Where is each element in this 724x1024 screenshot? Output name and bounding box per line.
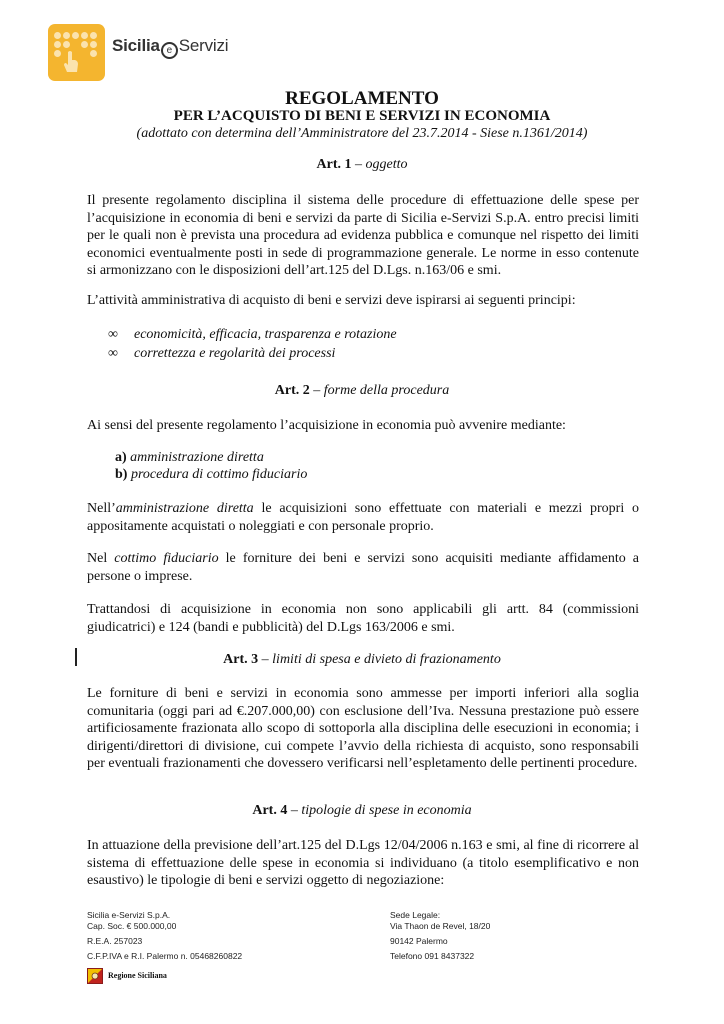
infinity-bullet-icon: ∞ [108, 327, 118, 342]
article-2-paragraph-2 [87, 500, 639, 535]
article-4-paragraph-1: In attuazione della previsione dell’art.125 del D.Lgs 12/04/2006 n.163 e smi, al fine di ricorrere al sistema di effettuazione delle spese in economia si individuano (a titolo esemplificativo e non esaustivo) le tipologie di beni e servizi oggetto di negoziazione: [87, 838, 639, 889]
region-label: Regione Siciliana [108, 971, 167, 980]
heading-dash: – [309, 383, 324, 398]
brand-name: Sicilia [112, 36, 160, 55]
footer-phone: Telefono 091 8437322 [390, 951, 475, 961]
logo-dot [54, 32, 61, 39]
text-emphasis: cottimo fiduciario [114, 551, 219, 566]
article-number: Art. 3 [223, 652, 259, 667]
footer-vat: C.F.P.IVA e R.I. Palermo n. 05468260822 [87, 951, 243, 961]
procedure-item [115, 467, 307, 483]
text-run: le forniture dei beni e servizi sono acquisiti mediante affidamento a persone o imprese. [87, 551, 639, 584]
logo-dot [63, 41, 70, 48]
footer-city: 90142 Palermo [390, 936, 448, 946]
logo-dot [81, 41, 88, 48]
article-2-heading [0, 383, 724, 399]
item-text: procedura di cottimo fiduciario [130, 467, 308, 482]
footer-rea: R.E.A. 257023 [87, 936, 143, 946]
principle-bullet [108, 346, 335, 362]
logo-dot [90, 32, 97, 39]
procedure-item [115, 450, 264, 466]
brand-suffix: Servizi [178, 36, 229, 55]
at-symbol-icon: e [161, 42, 178, 59]
principle-bullet [108, 327, 397, 343]
logo-dot [81, 32, 88, 39]
footer-legal-seat-label: Sede Legale: [390, 910, 441, 920]
footer-share-capital: Cap. Soc. € 500.000,00 [87, 921, 177, 931]
text-run: Nell’ [87, 501, 116, 516]
logo-dot [63, 32, 70, 39]
article-title: tipologie di spese in economia [301, 803, 472, 818]
text-run: le acquisizioni sono effettuate con materiali e mezzi propri o appositamente acquistati o noleggiati e con personale proprio. [87, 501, 639, 534]
article-title: forme della procedura [323, 383, 450, 398]
brand-wordmark [112, 36, 228, 59]
article-1-paragraph-2: L’attività amministrativa di acquisto di beni e servizi deve ispirarsi ai seguenti principi: [87, 293, 576, 308]
item-letter: a) [115, 450, 127, 465]
article-1-heading [0, 157, 724, 173]
article-2-paragraph-4: Trattandosi di acquisizione in economia non sono applicabili gli artt. 84 (commissioni giudicatrici) e 124 (bandi e pubblicità) del D.Lgs 163/2006 e smi. [87, 602, 639, 635]
logo-dot [90, 50, 97, 57]
heading-dash: – [287, 803, 302, 818]
document-subtitle: PER L’ACQUISTO DI BENI E SERVIZI IN ECONOMIA [173, 108, 551, 124]
article-3-heading [0, 652, 724, 668]
item-text: amministrazione diretta [130, 450, 264, 465]
heading-dash: – [351, 157, 366, 172]
footer-address: Via Thaon de Revel, 18/20 [390, 921, 491, 931]
article-2-paragraph-3 [87, 550, 639, 585]
principle-text: correttezza e regolarità dei processi [134, 346, 336, 361]
article-title: limiti di spesa e divieto di frazionamento [272, 652, 501, 667]
touch-hand-icon [62, 50, 80, 74]
regione-siciliana-emblem-icon [87, 968, 103, 984]
logo-dot [72, 32, 79, 39]
article-3-paragraph-1: Le forniture di beni e servizi in economia sono ammesse per importi inferiori alla soglia comunitaria (oggi pari ad €.207.000,00) con esclusione dell’Iva. Nessuna prestazione può essere artificiosamente frazionata allo scopo di sottoporla alla disciplina delle esecuzioni in economia; i dirigenti/direttori di divisione, cui compete l’avvio della richiesta di acquisto, sono responsabili per eventuali frazionamenti che dovessero verificarsi nell’espletamento delle pertinenti procedure. [87, 686, 639, 772]
footer-company-name: Sicilia e-Servizi S.p.A. [87, 910, 171, 920]
article-2-paragraph-1: Ai sensi del presente regolamento l’acquisizione in economia può avvenire mediante: [87, 418, 566, 433]
company-logo [48, 24, 105, 81]
article-number: Art. 1 [316, 157, 352, 172]
article-number: Art. 2 [274, 383, 310, 398]
article-number: Art. 4 [252, 803, 288, 818]
logo-dot [54, 50, 61, 57]
text-run: Nel [87, 551, 115, 566]
article-title: oggetto [365, 157, 408, 172]
text-emphasis: amministrazione diretta [115, 501, 254, 516]
infinity-bullet-icon: ∞ [108, 346, 118, 361]
article-1-paragraph-1: Il presente regolamento disciplina il sistema delle procedure di effettuazione delle spese per l’acquisizione in economia di beni e servizi da parte di Sicilia e-Servizi S.p.A. entro precisi limiti per le quali non è prevista una procedura ad evidenza pubblica e comunque nel rispetto dei limiti economici eventualmente posti in sede di programmazione generale. Le norme in esso contenute si armonizzano con le disposizioni dell’art.125 del D.Lgs. n.163/06 e smi. [87, 193, 639, 279]
logo-dot [54, 41, 61, 48]
principle-text: economicità, efficacia, trasparenza e rotazione [134, 327, 397, 342]
logo-dot [90, 41, 97, 48]
adoption-note: (adottato con determina dell’Amministratore del 23.7.2014 - Siese n.1361/2014) [136, 126, 588, 141]
heading-dash: – [258, 652, 273, 667]
article-4-heading [0, 803, 724, 819]
item-letter: b) [115, 467, 128, 482]
document-title: REGOLAMENTO [285, 88, 439, 109]
